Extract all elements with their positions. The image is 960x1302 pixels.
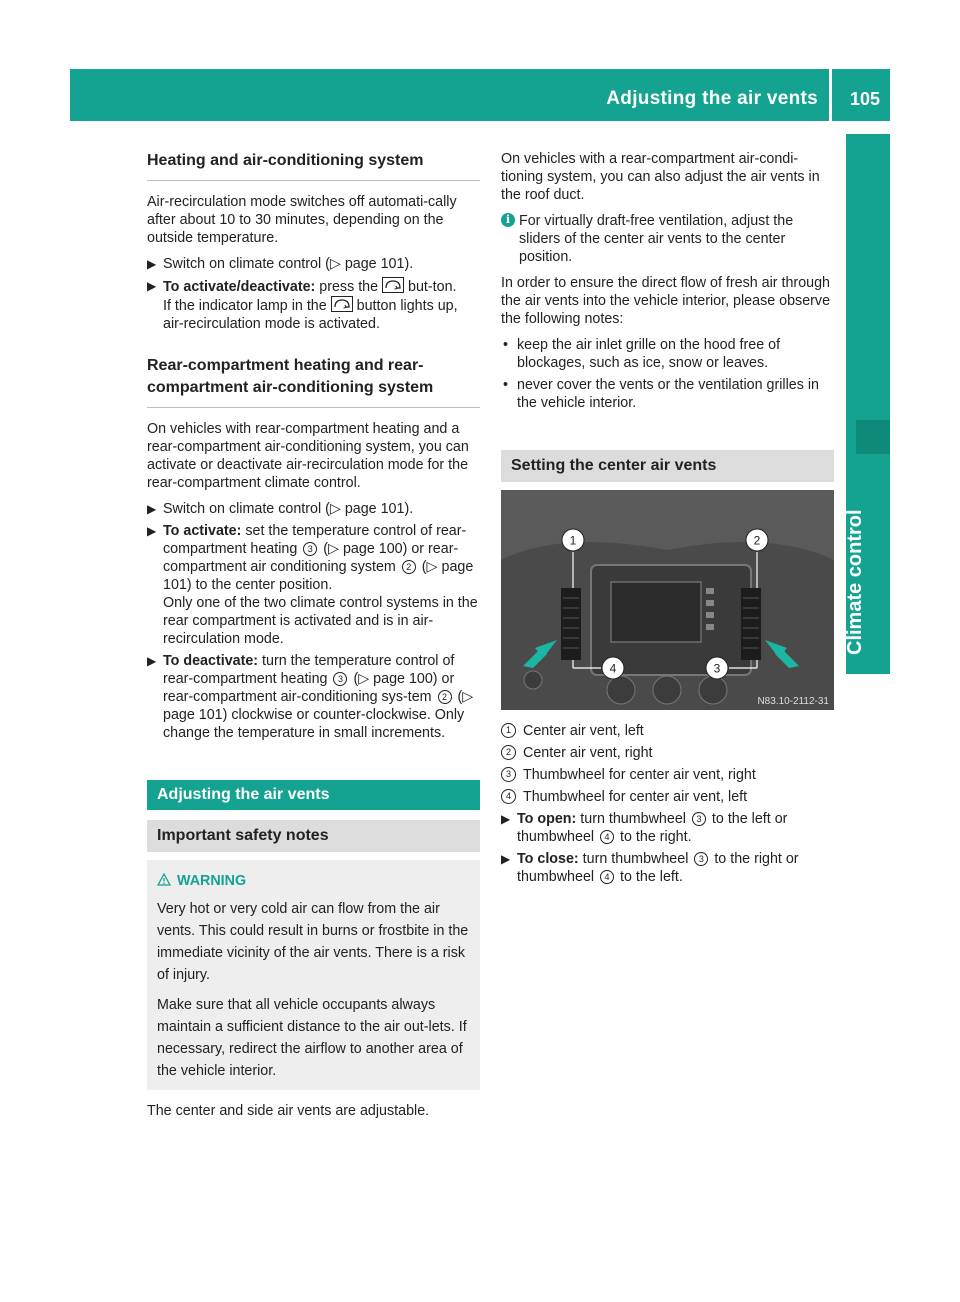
legend-number: 2 xyxy=(501,745,516,760)
callout-1 xyxy=(562,529,584,551)
step-item xyxy=(147,652,480,742)
legend-text: Center air vent, left xyxy=(523,723,644,739)
arrow-right-icon: ▶ xyxy=(147,257,157,271)
warning-text: Make sure that all vehicle occupants always maintain a sufficient distance to the air out-lets. If necessary, redirect the airflow to another area of the vehicle interior. xyxy=(157,997,467,1079)
step-text: button lights up, air-recirculation mode is activated. xyxy=(163,298,458,332)
step-text: (▷ page 100) or rear-compartment air conditioning system xyxy=(163,541,459,575)
step-item xyxy=(147,255,480,273)
paragraph: In order to ensure the direct flow of fresh air through the air vents into the vehicle interior, please observe the following notes: xyxy=(501,275,831,327)
callout-3 xyxy=(706,657,728,679)
subsection-heading: Important safety notes xyxy=(147,820,480,852)
step-text: (▷ page 101) to the center position. xyxy=(163,559,474,593)
paragraph: On vehicles with rear-compartment heating and a rear-compartment air-conditioning system, you can activate or deactivate air-recirculation mode for the rear-compartment climate control. xyxy=(147,421,469,491)
step-text: turn the temperature control of rear-compartment heating xyxy=(163,653,455,687)
warning-box xyxy=(147,860,480,1090)
arrow-right-icon: ▶ xyxy=(147,524,157,538)
step-text: turn thumbwheel xyxy=(576,811,690,827)
legend-item xyxy=(501,766,834,784)
legend-item xyxy=(501,744,834,762)
callout-number: 2 xyxy=(753,533,761,548)
step-label: To activate: xyxy=(163,523,242,539)
right-column xyxy=(501,150,834,890)
legend-number: 1 xyxy=(501,723,516,738)
callout-4 xyxy=(602,657,624,679)
step-text: to the right. xyxy=(616,829,692,845)
callout-number: 3 xyxy=(694,852,708,866)
step-item xyxy=(501,810,834,846)
chapter-label: Climate control xyxy=(844,509,866,655)
step-item xyxy=(147,277,480,333)
paragraph: Air-recirculation mode switches off automati-cally after about 10 to 30 minutes, depending on the outside temperature. xyxy=(147,194,457,246)
bullet-text: never cover the vents or the ventilation grilles in the vehicle interior. xyxy=(517,377,819,411)
warning-text: Very hot or very cold air can flow from the air vents. This could result in burns or frostbite in the immediate vicinity of the air vents. There is a risk of injury. xyxy=(157,901,469,983)
step-label: To open: xyxy=(517,811,577,827)
step-label: To activate/deactivate: xyxy=(163,279,316,295)
bullet-item xyxy=(501,376,834,412)
header-bar xyxy=(70,69,890,121)
callout-number: 4 xyxy=(600,870,614,884)
step-text: Only one of the two climate control systems in the rear compartment is activated and is in air-recirculation mode. xyxy=(163,595,478,647)
info-text: For virtually draft-free ventilation, adjust the sliders of the center air vents to the center position. xyxy=(519,213,794,265)
figure-code: N83.10-2112-31 xyxy=(757,696,829,707)
step-text: to the left. xyxy=(616,869,683,885)
callout-number: 3 xyxy=(303,542,317,556)
step-text: If the indicator lamp in the xyxy=(163,298,331,314)
step-text: to the right or thumbwheel xyxy=(517,851,799,885)
page-number: 105 xyxy=(849,89,880,109)
left-column xyxy=(147,150,480,1128)
step-text: set the temperature control of rear-compartment heating xyxy=(163,523,467,557)
step-text: to the left or thumbwheel xyxy=(517,811,788,845)
step-item xyxy=(147,500,480,518)
legend-text: Thumbwheel for center air vent, right xyxy=(523,767,756,783)
page-header-title: Adjusting the air vents xyxy=(606,88,818,109)
air-recirculation-icon xyxy=(331,296,353,312)
step-item xyxy=(501,850,834,886)
arrow-right-icon: ▶ xyxy=(147,502,157,516)
legend-text: Thumbwheel for center air vent, left xyxy=(523,789,748,805)
callout-number: 4 xyxy=(609,661,617,676)
bullet-icon: • xyxy=(503,337,509,353)
section-title: Rear-compartment heating and rear-compartment air-conditioning system xyxy=(147,357,434,396)
step-text: but-ton. xyxy=(404,279,457,295)
warning-triangle-icon xyxy=(157,873,171,886)
legend-item xyxy=(501,722,834,740)
section-rule xyxy=(147,407,480,408)
callout-number: 3 xyxy=(333,672,347,686)
legend-number: 4 xyxy=(501,789,516,804)
section-title: Heating and air-conditioning system xyxy=(147,152,424,169)
callout-number: 1 xyxy=(569,533,577,548)
dashboard-air-vents-illustration xyxy=(501,490,834,710)
step-text: Switch on climate control (▷ page 101). xyxy=(163,256,414,272)
step-label: To close: xyxy=(517,851,579,867)
step-text: Switch on climate control (▷ page 101). xyxy=(163,501,414,517)
header-divider xyxy=(829,69,832,121)
step-item xyxy=(147,522,480,648)
arrow-right-icon: ▶ xyxy=(147,279,157,293)
callout-number: 2 xyxy=(438,690,452,704)
legend-item xyxy=(501,788,834,806)
legend-text: Center air vent, right xyxy=(523,745,653,761)
warning-label: WARNING xyxy=(177,873,247,889)
arrow-right-icon: ▶ xyxy=(501,852,511,866)
info-icon: i xyxy=(501,213,515,227)
step-text: (▷ page 101) clockwise or counter-clockwise. Only change the temperature in small increments. xyxy=(163,689,474,741)
callout-number: 4 xyxy=(600,830,614,844)
arrow-right-icon: ▶ xyxy=(147,654,157,668)
step-label: To deactivate: xyxy=(163,653,259,669)
step-text: press the xyxy=(315,279,383,295)
chapter-heading: Adjusting the air vents xyxy=(147,780,480,810)
paragraph: On vehicles with a rear-compartment air-condi-tioning system, you can also adjust the air vents in the roof duct. xyxy=(501,151,820,203)
info-note xyxy=(501,212,834,266)
bullet-icon: • xyxy=(503,377,509,393)
subsection-heading: Setting the center air vents xyxy=(501,450,834,482)
callout-number: 2 xyxy=(402,560,416,574)
warning-header xyxy=(157,870,472,892)
air-recirculation-icon xyxy=(382,277,404,293)
paragraph: The center and side air vents are adjustable. xyxy=(147,1103,430,1119)
bullet-item xyxy=(501,336,834,372)
section-rule xyxy=(147,180,480,181)
step-text: turn thumbwheel xyxy=(578,851,693,867)
bullet-text: keep the air inlet grille on the hood free of blockages, such as ice, snow or leaves. xyxy=(517,337,781,371)
step-text: (▷ page 100) or rear-compartment air-conditioning sys-tem xyxy=(163,671,455,705)
callout-number: 3 xyxy=(713,661,721,676)
callout-number: 3 xyxy=(692,812,706,826)
legend-number: 3 xyxy=(501,767,516,782)
arrow-right-icon: ▶ xyxy=(501,812,511,826)
callout-2 xyxy=(746,529,768,551)
